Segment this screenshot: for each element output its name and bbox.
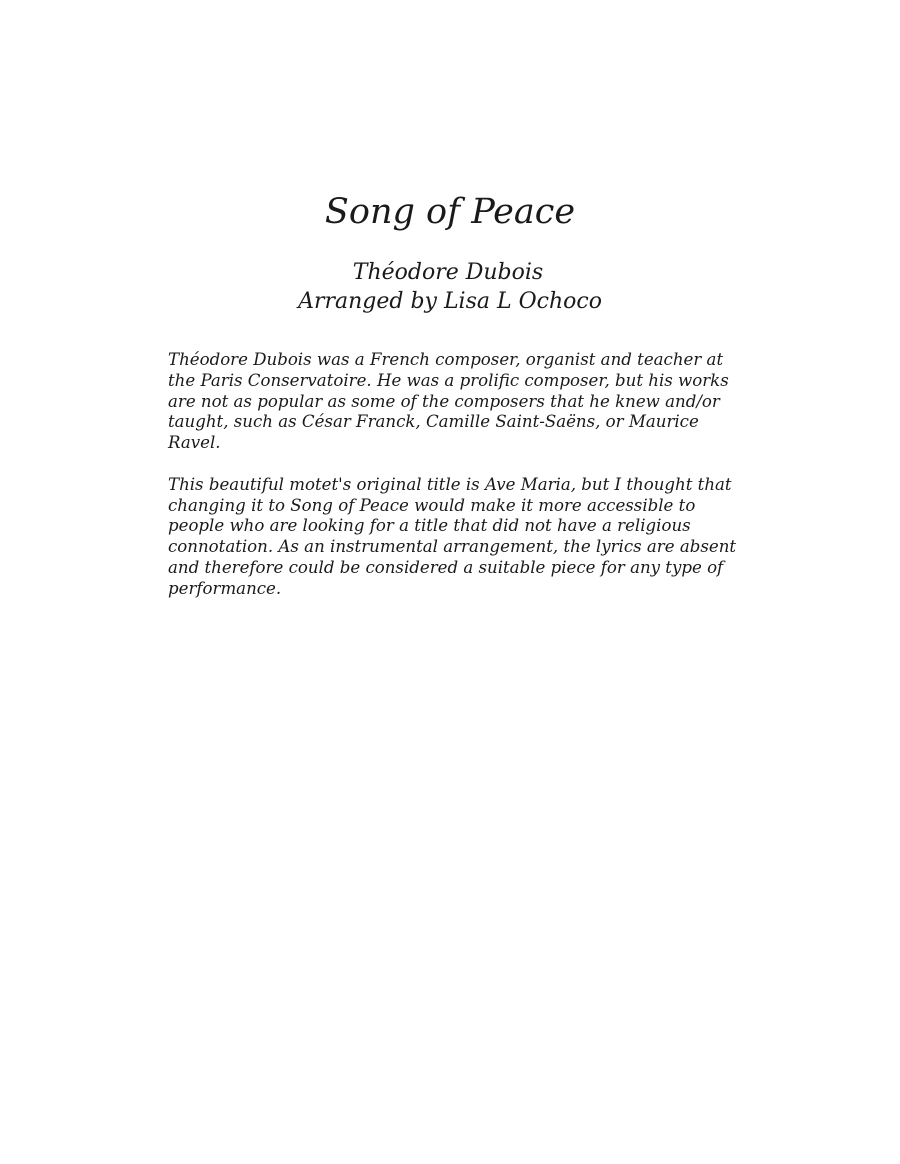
page-title: Song of Peace xyxy=(324,192,576,232)
byline xyxy=(0,258,900,316)
paragraph-arrangement-note: This beautiful motet's original title is Ave Maria, but I thought that changing it to Song of Peace would make it more accessible to people who are looking for a title that did not have a religious connotation. As an instrumental arrangement, the lyrics are absent and therefore could be considered a suitable piece for any type of performance. xyxy=(168,474,737,598)
paragraph-composer-bio: Théodore Dubois was a French composer, organist and teacher at the Paris Conservatoire. He was a prolific composer, but his works are not as popular as some of the composers that he knew and/or taught, such as César Franck, Camille Saint-Saëns, or Maurice Ravel. xyxy=(168,350,729,453)
composer-name: Théodore Dubois xyxy=(352,260,544,285)
program-notes xyxy=(168,350,748,620)
arranger-credit: Arranged by Lisa L Ochoco xyxy=(298,289,602,314)
